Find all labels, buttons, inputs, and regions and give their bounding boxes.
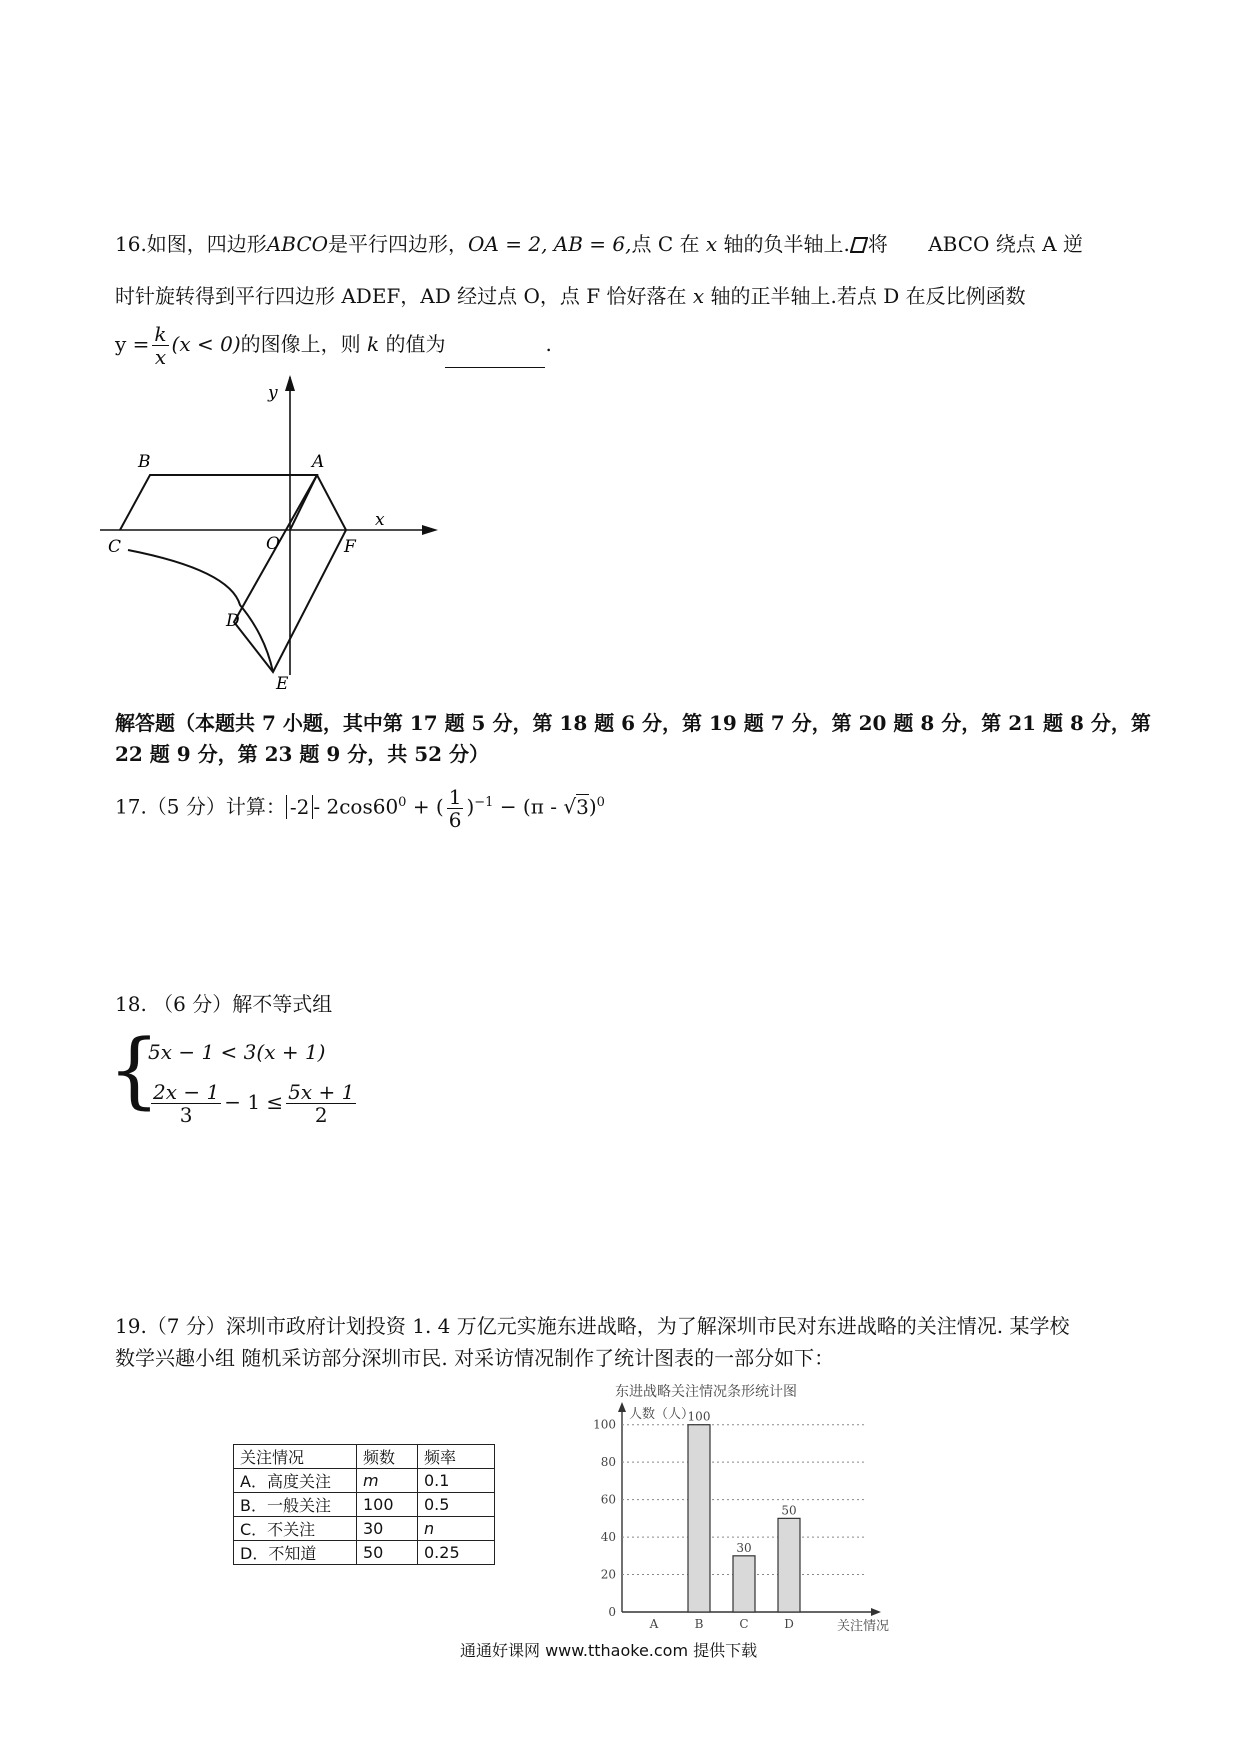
hyperbola-curve (128, 550, 273, 672)
q16-line1: 16.如图，四边形ABCO是平行四边形，OA = 2, AB = 6,点 C 在 x 轴的负半轴上. 将 ABCO 绕点 A 逆 (115, 232, 1083, 256)
chart-xlabel: 关注情况 (837, 1619, 890, 1634)
table-row (234, 1469, 495, 1493)
bar-chart (575, 1380, 915, 1635)
x-tick-label: A (649, 1617, 659, 1631)
geometry-figure (100, 375, 450, 695)
fraction-5x-1-over-2: $\frac{5x + 1}{2}$ (288, 1080, 355, 1127)
sqrt-sign: √ (563, 794, 577, 819)
table-header-row (234, 1445, 495, 1469)
table-cell: 50 (357, 1541, 418, 1565)
label-d: D (226, 611, 240, 631)
table-row (234, 1541, 495, 1565)
footer-text: 通通好课网 www.tthaoke.com 提供下载 (460, 1641, 758, 1660)
table-row (234, 1517, 495, 1541)
q18-inequality-2: $\frac{2x - 1}{3}$ − 1 ≤ $\frac{5x + 1}{2}$ (153, 1080, 355, 1127)
q19-line1: 19.（7 分）深圳市政府计划投资 1. 4 万亿元实施东进战略，为了解深圳市民对东进战略的关注情况. 某学校 (115, 1314, 1070, 1338)
table-cell: 30 (357, 1517, 418, 1541)
x-tick-label: B (694, 1617, 704, 1631)
label-o: O (266, 534, 280, 554)
q18-title: 18. （6 分）解不等式组 (115, 992, 333, 1016)
data-label: 30 (736, 1540, 752, 1555)
answer-blank[interactable] (445, 347, 545, 368)
table-cell: 0.1 (418, 1469, 495, 1493)
fraction-k-over-x: $\frac{k}{x}$ (154, 322, 167, 369)
y-tick-label: 80 (600, 1455, 616, 1470)
system-brace: { (108, 1023, 161, 1118)
label-c: C (108, 537, 122, 557)
table-cell: 0.5 (418, 1493, 495, 1517)
section-heading-line2: 22 题 9 分，第 23 题 9 分，共 52 分） (115, 742, 489, 766)
data-label: 50 (781, 1503, 797, 1518)
table-cell: n (418, 1517, 495, 1541)
chart-x-arrow (871, 1608, 881, 1616)
parallelogram-icon (850, 237, 868, 253)
y-tick-label: 0 (608, 1605, 616, 1619)
q17-line: 17.（5 分）计算： $-2 - 2\cos 60^0$ + ( $\frac{1}{6}$ )$^{-1}$ − (π - √3)$^0$ (115, 784, 605, 832)
q18-inequality-1: 5x − 1 < 3(x + 1) (148, 1040, 326, 1064)
label-e: E (276, 674, 289, 694)
q16-line3: y = $\frac{k}{x}$ (x < 0)的图像上，则 k 的值为 . (115, 322, 552, 369)
y-tick-label: 20 (600, 1567, 616, 1582)
chart-bars (688, 1425, 800, 1612)
label-b: B (138, 452, 151, 472)
section-heading-line1: 解答题（本题共 7 小题，其中第 17 题 5 分，第 18 题 6 分，第 19 题 7 分，第 20 题 8 分，第 21 题 8 分，第 (115, 711, 1151, 735)
table-cell: 100 (357, 1493, 418, 1517)
fraction-one-sixth: $\frac{1}{6}$ (448, 784, 462, 832)
table-cell: m (357, 1469, 418, 1493)
frequency-table (233, 1444, 495, 1565)
bar-D (778, 1518, 800, 1612)
q16-line2: 时针旋转得到平行四边形 ADEF，AD 经过点 O，点 F 恰好落在 x 轴的正半轴上.若点 D 在反比例函数 (115, 284, 1026, 308)
parallelogram-abco (120, 475, 317, 530)
y-tick-label: 100 (593, 1417, 616, 1432)
table-cell: 0.25 (418, 1541, 495, 1565)
y-tick-label: 40 (600, 1530, 616, 1545)
table-cell: C．不关注 (234, 1517, 357, 1541)
fraction-2x-1-over-3: $\frac{2x - 1}{3}$ (153, 1080, 220, 1127)
y-axis-arrow (285, 375, 295, 391)
table-cell: D．不知道 (234, 1541, 357, 1565)
x-tick-label: C (739, 1617, 749, 1631)
x-tick-label: D (784, 1617, 794, 1631)
table-row (234, 1493, 495, 1517)
label-y: y (268, 383, 278, 403)
table-cell: A．高度关注 (234, 1469, 357, 1493)
q19-line2: 数学兴趣小组 随机采访部分深圳市民. 对采访情况制作了统计图表的一部分如下： (115, 1346, 835, 1370)
chart-title: 东进战略关注情况条形统计图 (615, 1384, 797, 1400)
data-label: 100 (687, 1409, 711, 1424)
table-cell: B．一般关注 (234, 1493, 357, 1517)
label-x: x (375, 510, 385, 530)
label-a: A (312, 452, 325, 472)
bar-B (688, 1425, 710, 1612)
table-header: 频率 (418, 1445, 495, 1469)
y-tick-label: 60 (600, 1492, 616, 1507)
x-axis-arrow (422, 525, 438, 535)
chart-ylabel: 人数（人） (629, 1407, 695, 1422)
bar-C (733, 1556, 755, 1612)
table-header: 关注情况 (234, 1445, 357, 1469)
label-f: F (344, 537, 356, 557)
chart-y-arrow (618, 1402, 626, 1412)
table-header: 频数 (357, 1445, 418, 1469)
absolute-value: -2 (286, 795, 313, 819)
